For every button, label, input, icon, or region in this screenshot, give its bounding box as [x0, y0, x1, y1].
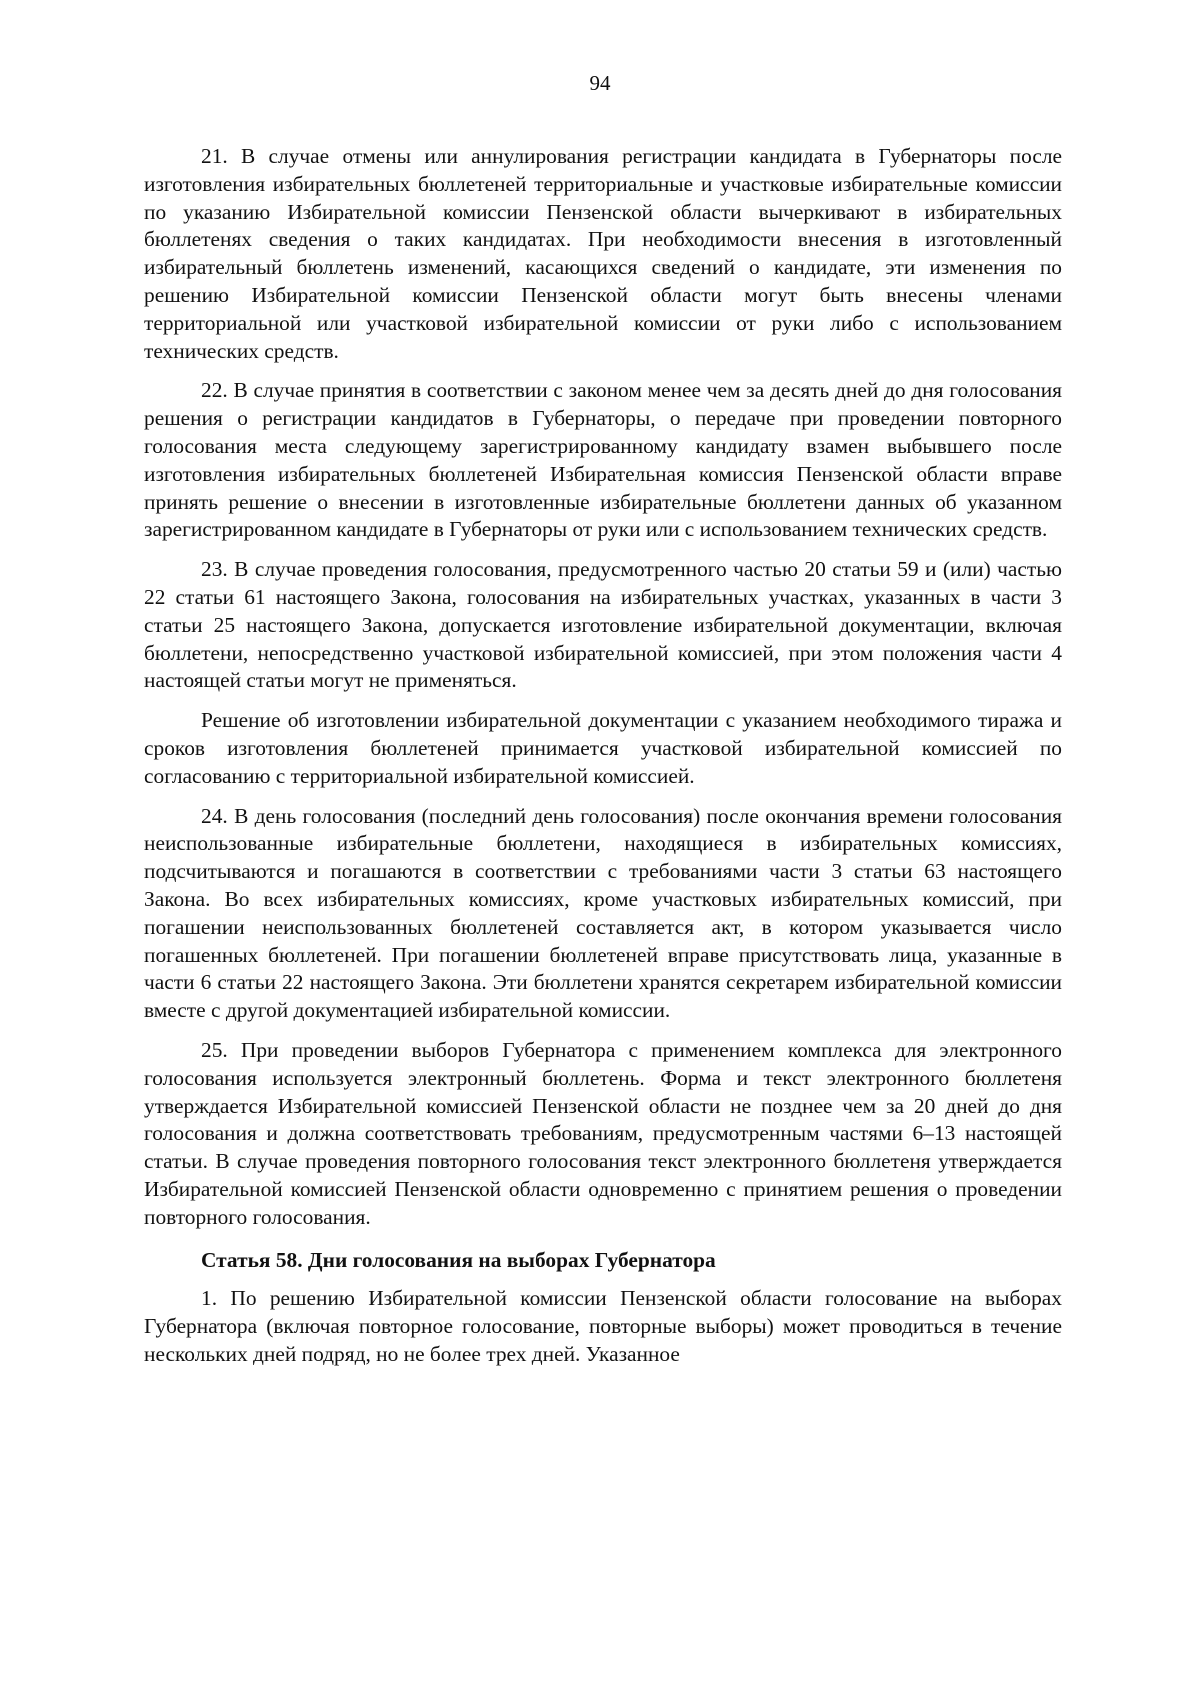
- paragraph-22: 22. В случае принятия в соответствии с законом менее чем за десять дней до дня голосования решения о регистрации кандидатов в Губернаторы, о передаче при проведении повторного голосования места следующему зарегистрированному кандидату взамен выбывшего после изготовления избирательных бюллетеней Избирательная комиссия Пензенской области вправе принять решение о внесении в изготовленные избирательные бюллетени данных об указанном зарегистрированном кандидате в Губернаторы от руки или с использованием технических средств.: [144, 378, 1062, 542]
- document-body: [144, 143, 1062, 1369]
- paragraph-23-decision: Решение об изготовлении избирательной документации с указанием необходимого тиража и сроков изготовления бюллетеней принимается участковой избирательной комиссией по согласованию с территориальной избирательной комиссией.: [144, 708, 1062, 788]
- page-number: 94: [589, 71, 611, 95]
- paragraph-23: 23. В случае проведения голосования, предусмотренного частью 20 статьи 59 и (или) частью 22 статьи 61 настоящего Закона, голосования на избирательных участках, указанных в части 3 статьи 25 настоящего Закона, допускается изготовление избирательной документации, включая бюллетени, непосредственно участковой избирательной комиссией, при этом положения части 4 настоящей статьи могут не применяться.: [144, 557, 1062, 693]
- article-58-paragraph-1: 1. По решению Избирательной комиссии Пензенской области голосование на выборах Губернатора (включая повторное голосование, повторные выборы) может проводиться в течение нескольких дней подряд, но не более трех дней. Указанное: [144, 1286, 1062, 1366]
- article-heading: Статья 58. Дни голосования на выборах Губернатора: [201, 1248, 716, 1273]
- paragraph-21: 21. В случае отмены или аннулирования регистрации кандидата в Губернаторы после изготовления избирательных бюллетеней территориальные и участковые избирательные комиссии по указанию Избирательной комиссии Пензенской области вычеркивают в избирательных бюллетенях сведения о таких кандидатах. При необходимости внесения в изготовленный избирательный бюллетень изменений, касающихся сведений о кандидате, эти изменения по решению Избирательной комиссии Пензенской области могут быть внесены членами территориальной или участковой избирательной комиссии от руки либо с использованием технических средств.: [144, 144, 1062, 363]
- paragraph-25: 25. При проведении выборов Губернатора с применением комплекса для электронного голосования используется электронный бюллетень. Форма и текст электронного бюллетеня утверждается Избирательной комиссией Пензенской области не позднее чем за 20 дней до дня голосования и должна соответствовать требованиям, предусмотренным частями 6–13 настоящей статьи. В случае проведения повторного голосования текст электронного бюллетеня утверждается Избирательной комиссией Пензенской области одновременно с принятием решения о проведении повторного голосования.: [144, 1037, 1062, 1229]
- paragraph-24: 24. В день голосования (последний день голосования) после окончания времени голосования неиспользованные избирательные бюллетени, находящиеся в избирательных комиссиях, подсчитываются и погашаются в соответствии с требованиями части 3 статьи 63 настоящего Закона. Во всех избирательных комиссиях, кроме участковых избирательных комиссий, при погашении неиспользованных бюллетеней составляется акт, в котором указывается число погашенных бюллетеней. При погашении бюллетеней вправе присутствовать лица, указанные в части 6 статьи 22 настоящего Закона. Эти бюллетени хранятся секретарем избирательной комиссии вместе с другой документацией избирательной комиссии.: [144, 803, 1062, 1023]
